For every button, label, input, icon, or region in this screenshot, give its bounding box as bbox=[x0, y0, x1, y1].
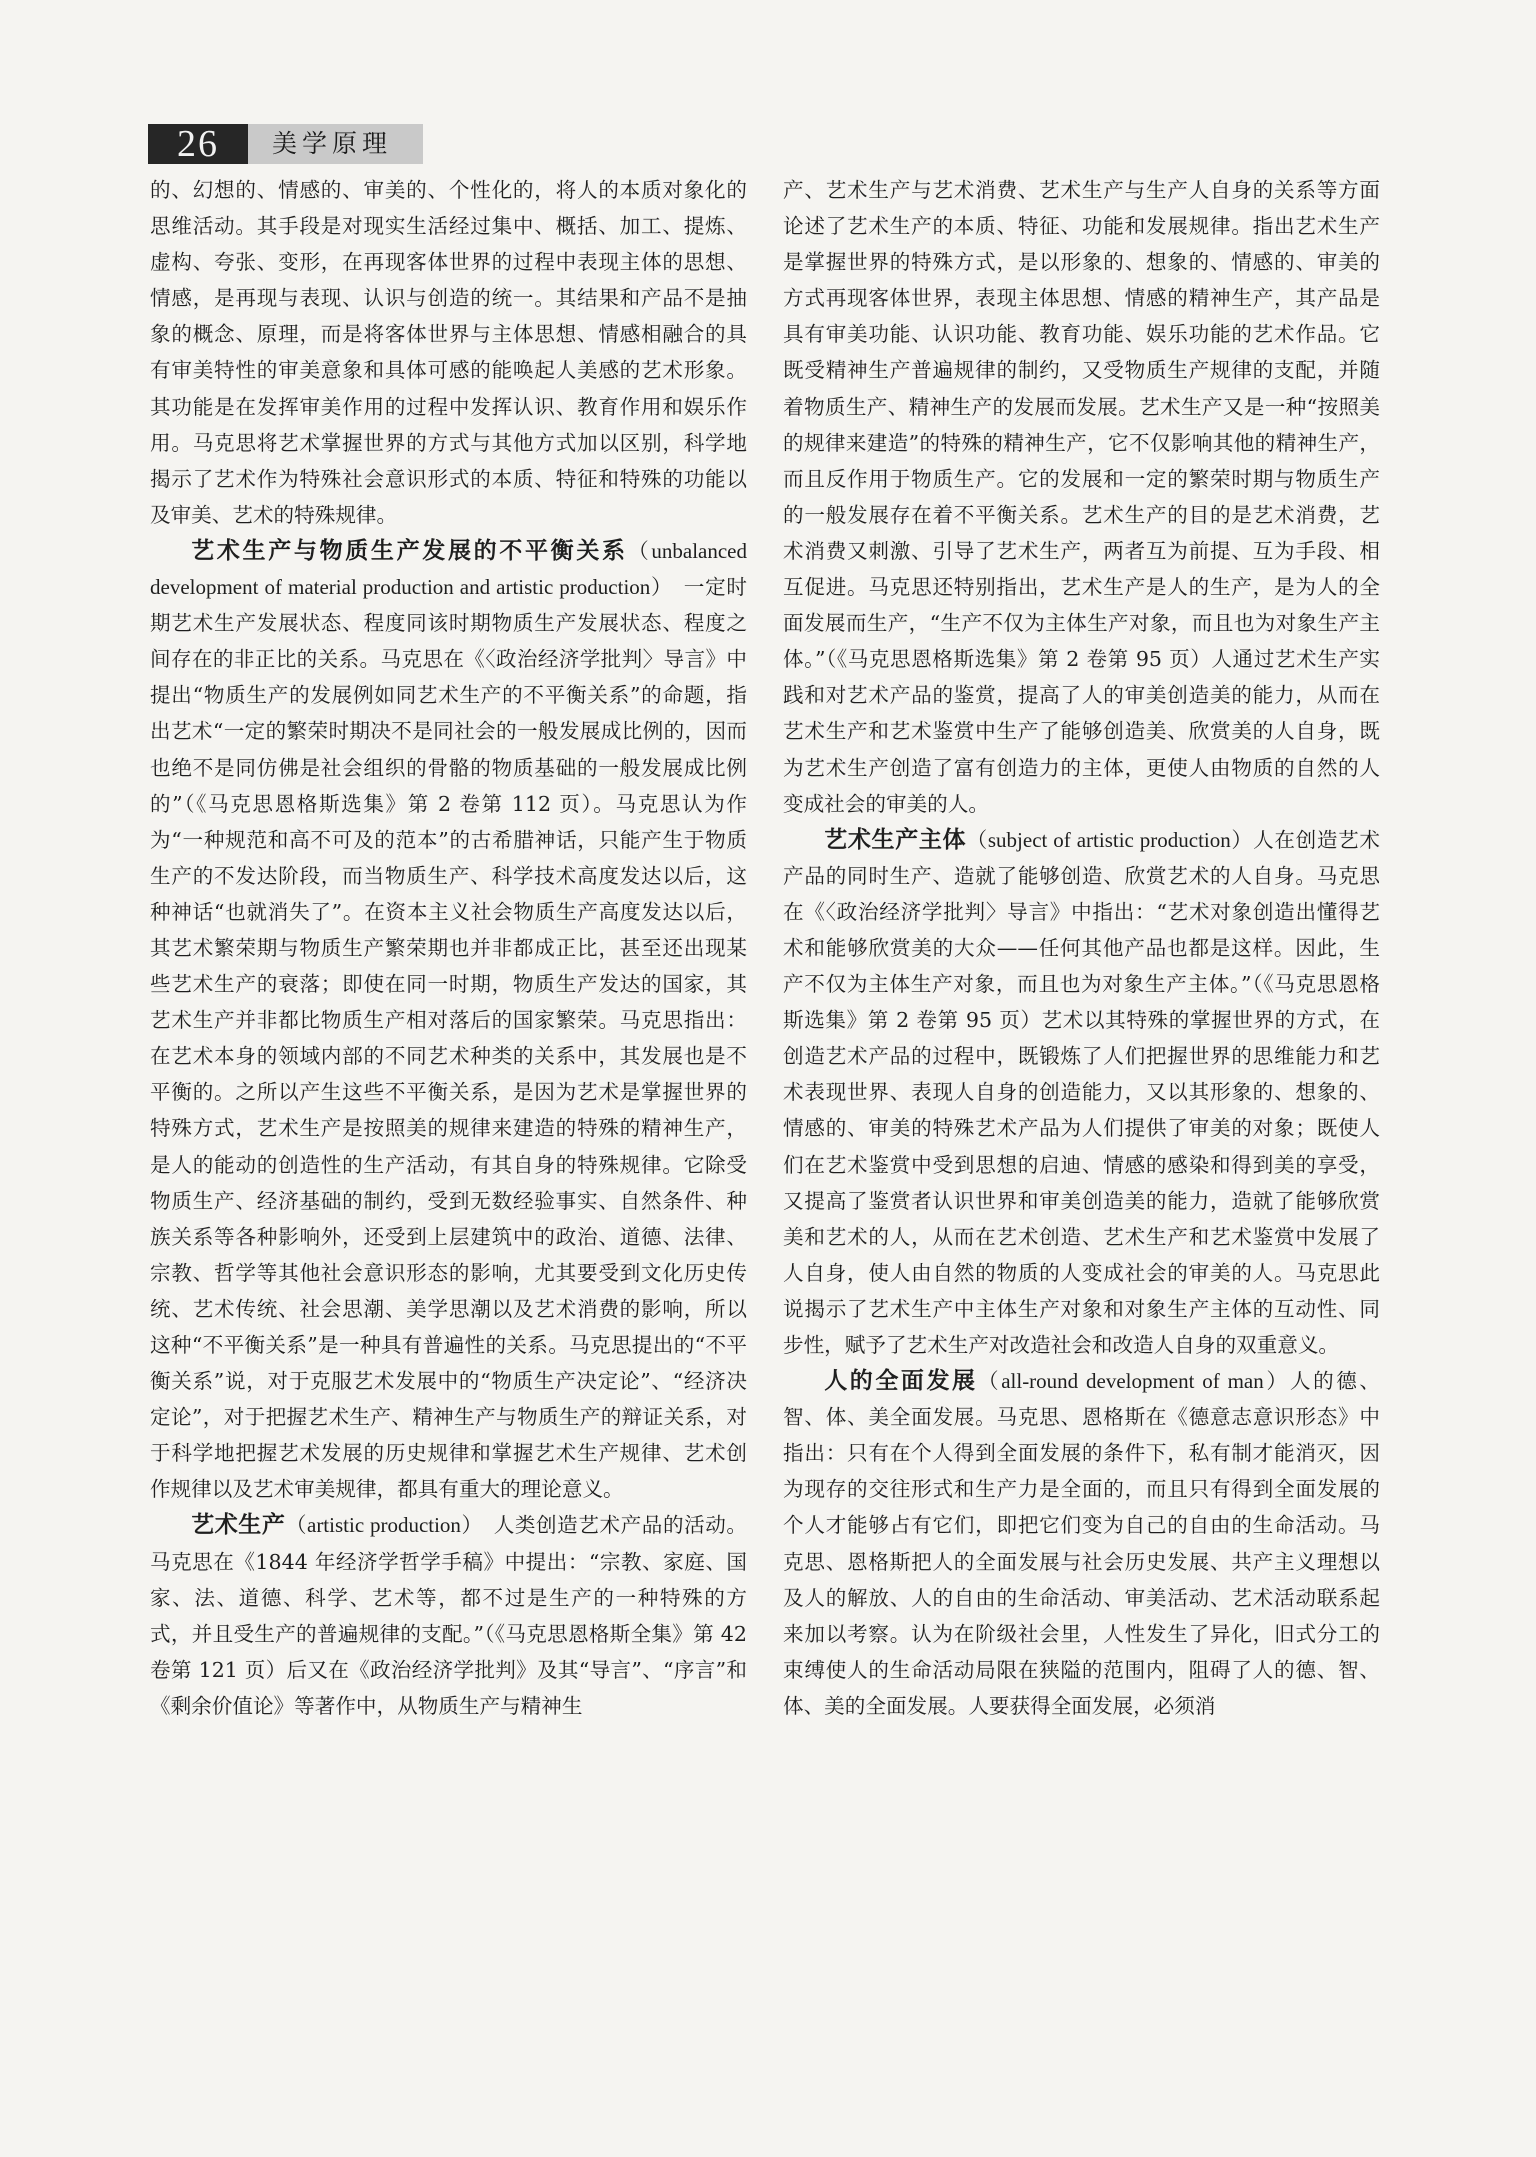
right-column bbox=[783, 172, 1380, 2122]
entry-all-round-development bbox=[783, 1363, 1380, 1724]
entry-body: 人类创造艺术产品的活动。马克思在《1844 年经济学哲学手稿》中提出：“宗教、家庭、国家、法、道德、科学、艺术等，都不过是生产的一种特殊的方式，并且受生产的普遍规律的支配。”（《马克思恩格斯全集》第 42 卷第 121 页）后又在《政治经济学批判》及其“导言”、“序言”和《剩余价值论》等著作中，从物质生产与精神生 bbox=[150, 1513, 747, 1718]
entry-body: 人在创造艺术产品的同时生产、造就了能够创造、欣赏艺术的人自身。马克思在《〈政治经济学批判〉导言》中指出：“艺术对象创造出懂得艺术和能够欣赏美的大众——任何其他产品也都是这样。因此，生产不仅为主体生产对象，而且也为对象生产主体。”（《马克思恩格斯选集》第 2 卷第 95 页）艺术以其特殊的掌握世界的方式，在创造艺术产品的过程中，既锻炼了人们把握世界的思维能力和艺术表现世界、表现人自身的创造能力，又以其形象的、想象的、情感的、审美的特殊艺术产品为人们提供了审美的对象；既使人们在艺术鉴赏中受到思想的启迪、情感的感染和得到美的享受，又提高了鉴赏者认识世界和审美创造美的能力，造就了能够欣赏美和艺术的人，从而在艺术创造、艺术生产和艺术鉴赏中发展了人自身，使人由自然的物质的人变成社会的审美的人。马克思此说揭示了艺术生产中主体生产对象和对象生产主体的互动性、同步性，赋予了艺术生产对改造社会和改造人自身的双重意义。 bbox=[783, 827, 1380, 1357]
page-number: 26 bbox=[148, 124, 248, 164]
book-title: 美学原理 bbox=[248, 124, 423, 164]
entry-english-term: （unbalanced development of material production and artistic production） bbox=[150, 538, 747, 600]
entry-term: 艺术生产与物质生产发展的不平衡关系 bbox=[191, 537, 628, 564]
entry-unbalanced-development bbox=[150, 533, 747, 1508]
continued-paragraph: 产、艺术生产与艺术消费、艺术生产与生产人自身的关系等方面论述了艺术生产的本质、特征、功能和发展规律。指出艺术生产是掌握世界的特殊方式，是以形象的、想象的、情感的、审美的方式再现客体世界，表现主体思想、情感的精神生产，其产品是具有审美功能、认识功能、教育功能、娱乐功能的艺术作品。它既受精神生产普遍规律的制约，又受物质生产规律的支配，并随着物质生产、精神生产的发展而发展。艺术生产又是一种“按照美的规律来建造”的特殊的精神生产，它不仅影响其他的精神生产，而且反作用于物质生产。它的发展和一定的繁荣时期与物质生产的一般发展存在着不平衡关系。艺术生产的目的是艺术消费，艺术消费又刺激、引导了艺术生产，两者互为前提、互为手段、相互促进。马克思还特别指出，艺术生产是人的生产，是为人的全面发展而生产，“生产不仅为主体生产对象，而且也为对象生产主体。”（《马克思恩格斯选集》第 2 卷第 95 页）人通过艺术生产实践和对艺术产品的鉴赏，提高了人的审美创造美的能力，从而在艺术生产和艺术鉴赏中生产了能够创造美、欣赏美的人自身，既为艺术生产创造了富有创造力的主体，更使人由物质的自然的人变成社会的审美的人。 bbox=[783, 178, 1380, 816]
entry-body: 人的德、智、体、美全面发展。马克思、恩格斯在《德意志意识形态》中指出：只有在个人得到全面发展的条件下，私有制才能消灭，因为现存的交往形式和生产力是全面的，而且只有得到全面发展的个人才能够占有它们，即把它们变为自己的自由的生命活动。马克思、恩格斯把人的全面发展与社会历史发展、共产主义理想以及人的解放、人的自由的生命活动、审美活动、艺术活动联系起来加以考察。认为在阶级社会里，人性发生了异化，旧式分工的束缚使人的生命活动局限在狭隘的范围内，阻碍了人的德、智、体、美的全面发展。人要获得全面发展，必须消 bbox=[783, 1369, 1380, 1718]
entry-english-term: （subject of artistic production） bbox=[966, 827, 1254, 852]
entry-artistic-production bbox=[150, 1507, 747, 1724]
running-header bbox=[148, 124, 423, 164]
entry-subject-of-artistic-production bbox=[783, 822, 1380, 1363]
continued-paragraph: 的、幻想的、情感的、审美的、个性化的，将人的本质对象化的思维活动。其手段是对现实生活经过集中、概括、加工、提炼、虚构、夸张、变形，在再现客体世界的过程中表现主体的思想、情感，是再现与表现、认识与创造的统一。其结果和产品不是抽象的概念、原理，而是将客体世界与主体思想、情感相融合的具有审美特性的审美意象和具体可感的能唤起人美感的艺术形象。其功能是在发挥审美作用的过程中发挥认识、教育作用和娱乐作用。马克思将艺术掌握世界的方式与其他方式加以区别，科学地揭示了艺术作为特殊社会意识形式的本质、特征和特殊的功能以及审美、艺术的特殊规律。 bbox=[150, 178, 747, 527]
entry-english-term: （artistic production） bbox=[285, 1513, 473, 1538]
entry-term: 人的全面发展 bbox=[824, 1368, 978, 1395]
entry-body: 一定时期艺术生产发展状态、程度同该时期物质生产发展状态、程度之间存在的非正比的关系。马克思在《〈政治经济学批判〉导言》中提出“物质生产的发展例如同艺术生产的不平衡关系”的命题，指出艺术“一定的繁荣时期决不是同社会的一般发展成比例的，因而也绝不是同仿佛是社会组织的骨骼的物质基础的一般发展成比例的”（《马克思恩格斯选集》第 2 卷第 112 页）。马克思认为作为“一种规范和高不可及的范本”的古希腊神话，只能产生于物质生产的不发达阶段，而当物质生产、科学技术高度发达以后，这种神话“也就消失了”。在资本主义社会物质生产高度发达以后，其艺术繁荣期与物质生产繁荣期也并非都成正比，甚至还出现某些艺术生产的衰落；即使在同一时期，物质生产发达的国家，其艺术生产并非都比物质生产相对落后的国家繁荣。马克思指出：在艺术本身的领域内部的不同艺术种类的关系中，其发展也是不平衡的。之所以产生这些不平衡关系，是因为艺术是掌握世界的特殊方式，艺术生产是按照美的规律来建造的特殊的精神生产，是人的能动的创造性的生产活动，有其自身的特殊规律。它除受物质生产、经济基础的制约，受到无数经验事实、自然条件、种族关系等各种影响外，还受到上层建筑中的政治、道德、法律、宗教、哲学等其他社会意识形态的影响，尤其要受到文化历史传统、艺术传统、社会思潮、美学思潮以及艺术消费的影响，所以这种“不平衡关系”是一种具有普遍性的关系。马克思提出的“不平衡关系”说，对于克服艺术发展中的“物质生产决定论”、“经济决定论”，对于把握艺术生产、精神生产与物质生产的辩证关系，对于科学地把握艺术发展的历史规律和掌握艺术生产规律、艺术创作规律以及艺术审美规律，都具有重大的理论意义。 bbox=[150, 575, 747, 1502]
entry-term: 艺术生产主体 bbox=[824, 826, 967, 853]
entry-english-term: （all-round development of man） bbox=[977, 1369, 1290, 1394]
left-column bbox=[150, 172, 747, 2122]
entry-term: 艺术生产 bbox=[191, 1512, 286, 1539]
